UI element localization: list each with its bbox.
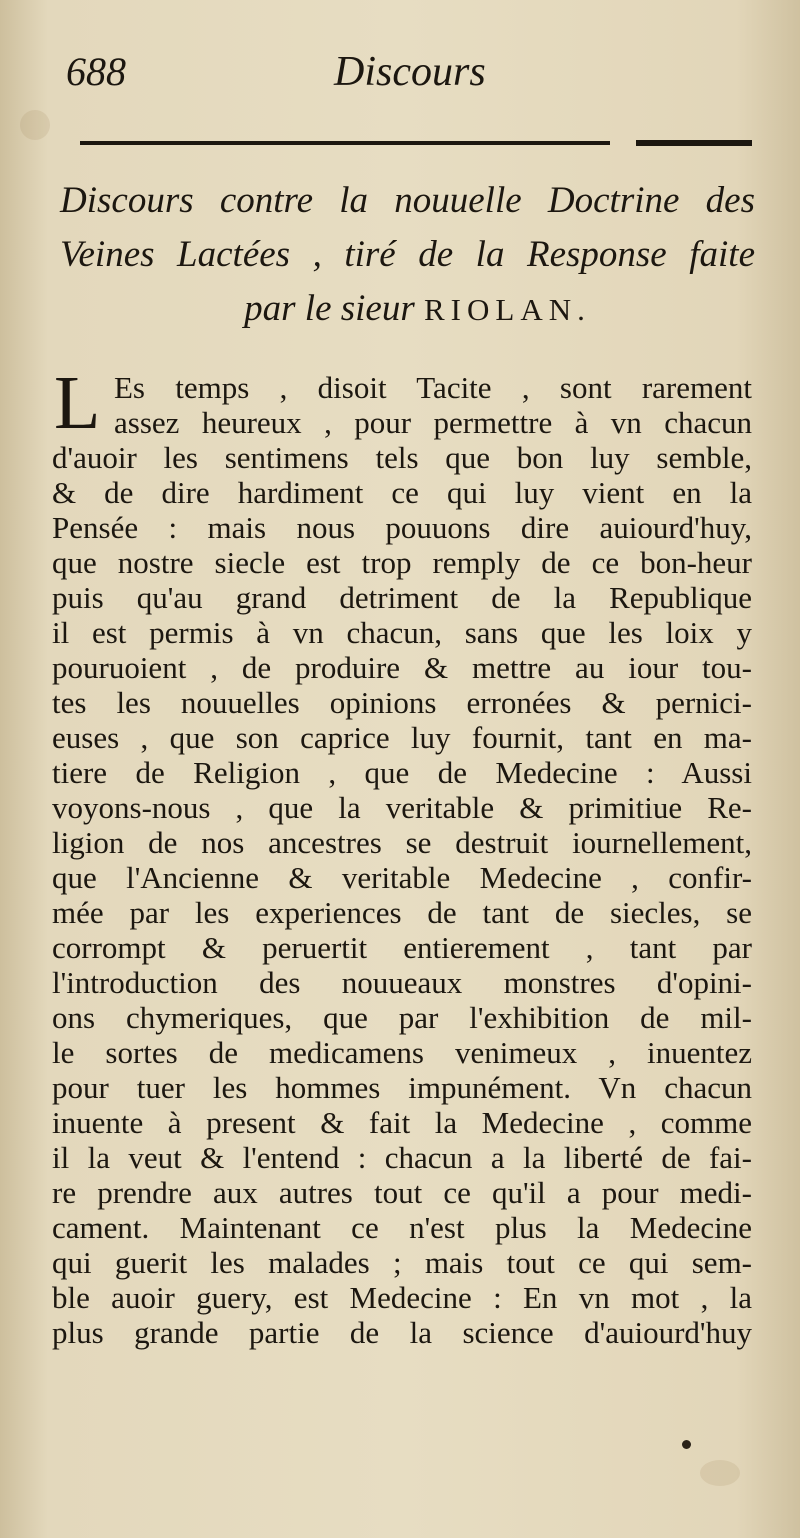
- page-number: 688: [66, 49, 126, 94]
- chapter-heading: [60, 174, 755, 337]
- text-line: plus grande partie de la science d'auiourd'huy: [52, 1315, 752, 1350]
- text-line: ligion de nos ancestres se destruit iournellement,: [52, 825, 752, 860]
- text-line: voyons-nous , que la veritable & primitiue Re-: [52, 790, 752, 825]
- text-line: d'auoir les sentimens tels que bon luy semble,: [52, 440, 752, 475]
- text-line: le sortes de medicamens venimeux , inuentez: [52, 1035, 752, 1070]
- heading-line-1: Discours contre la nouuelle Doctrine des: [60, 180, 755, 221]
- text-line: que nostre siecle est trop remply de ce bon-heur: [52, 545, 752, 580]
- text-line: tiere de Religion , que de Medecine : Aussi: [52, 755, 752, 790]
- text-line: re prendre aux autres tout ce qu'il a pour medi-: [52, 1175, 752, 1210]
- running-head: [62, 48, 742, 108]
- heading-line-3: [60, 282, 755, 337]
- text-line: cament. Maintenant ce n'est plus la Medecine: [52, 1210, 752, 1245]
- heading-line-2: Veines Lactées , tiré de la Response faite: [60, 234, 755, 275]
- text-line: pouruoient , de produire & mettre au iour tou-: [52, 650, 752, 685]
- text-line: il la veut & l'entend : chacun a la liberté de fai-: [52, 1140, 752, 1175]
- paper-stain: [700, 1460, 740, 1486]
- text-line: puis qu'au grand detriment de la Republique: [52, 580, 752, 615]
- header-rule: [80, 141, 610, 145]
- header-rule-short: [636, 140, 752, 146]
- text-line: & de dire hardiment ce qui luy vient en la: [52, 475, 752, 510]
- heading-author: RIOLAN.: [424, 292, 591, 327]
- text-line: inuente à present & fait la Medecine , comme: [52, 1105, 752, 1140]
- text-line: l'introduction des nouueaux monstres d'opini-: [52, 965, 752, 1000]
- text-line: ons chymeriques, que par l'exhibition de mil-: [52, 1000, 752, 1035]
- running-title: Discours: [334, 49, 486, 95]
- text-line: ble auoir guery, est Medecine : En vn mot , la: [52, 1280, 752, 1315]
- paper-stain: [20, 110, 50, 140]
- text-line: qui guerit les malades ; mais tout ce qui sem-: [52, 1245, 752, 1280]
- text-line: tes les nouuelles opinions erronées & pernici-: [52, 685, 752, 720]
- ink-dot: [682, 1440, 691, 1449]
- text-line: mée par les experiences de tant de siecles, se: [52, 895, 752, 930]
- text-line: il est permis à vn chacun, sans que les loix y: [52, 615, 752, 650]
- text-line: Es temps , disoit Tacite , sont rarement: [114, 370, 752, 405]
- text-line: pour tuer les hommes impunément. Vn chacun: [52, 1070, 752, 1105]
- drop-cap: L: [54, 361, 101, 445]
- text-line: que l'Ancienne & veritable Medecine , confir-: [52, 860, 752, 895]
- text-line: euses , que son caprice luy fournit, tant en ma-: [52, 720, 752, 755]
- body-text: [52, 361, 752, 1350]
- text-line: Pensée : mais nous pouuons dire auiourd'huy,: [52, 510, 752, 545]
- text-line: corrompt & peruertit entierement , tant par: [52, 930, 752, 965]
- text-line: assez heureux , pour permettre à vn chacun: [114, 405, 752, 440]
- heading-byline: par le sieur: [244, 288, 415, 329]
